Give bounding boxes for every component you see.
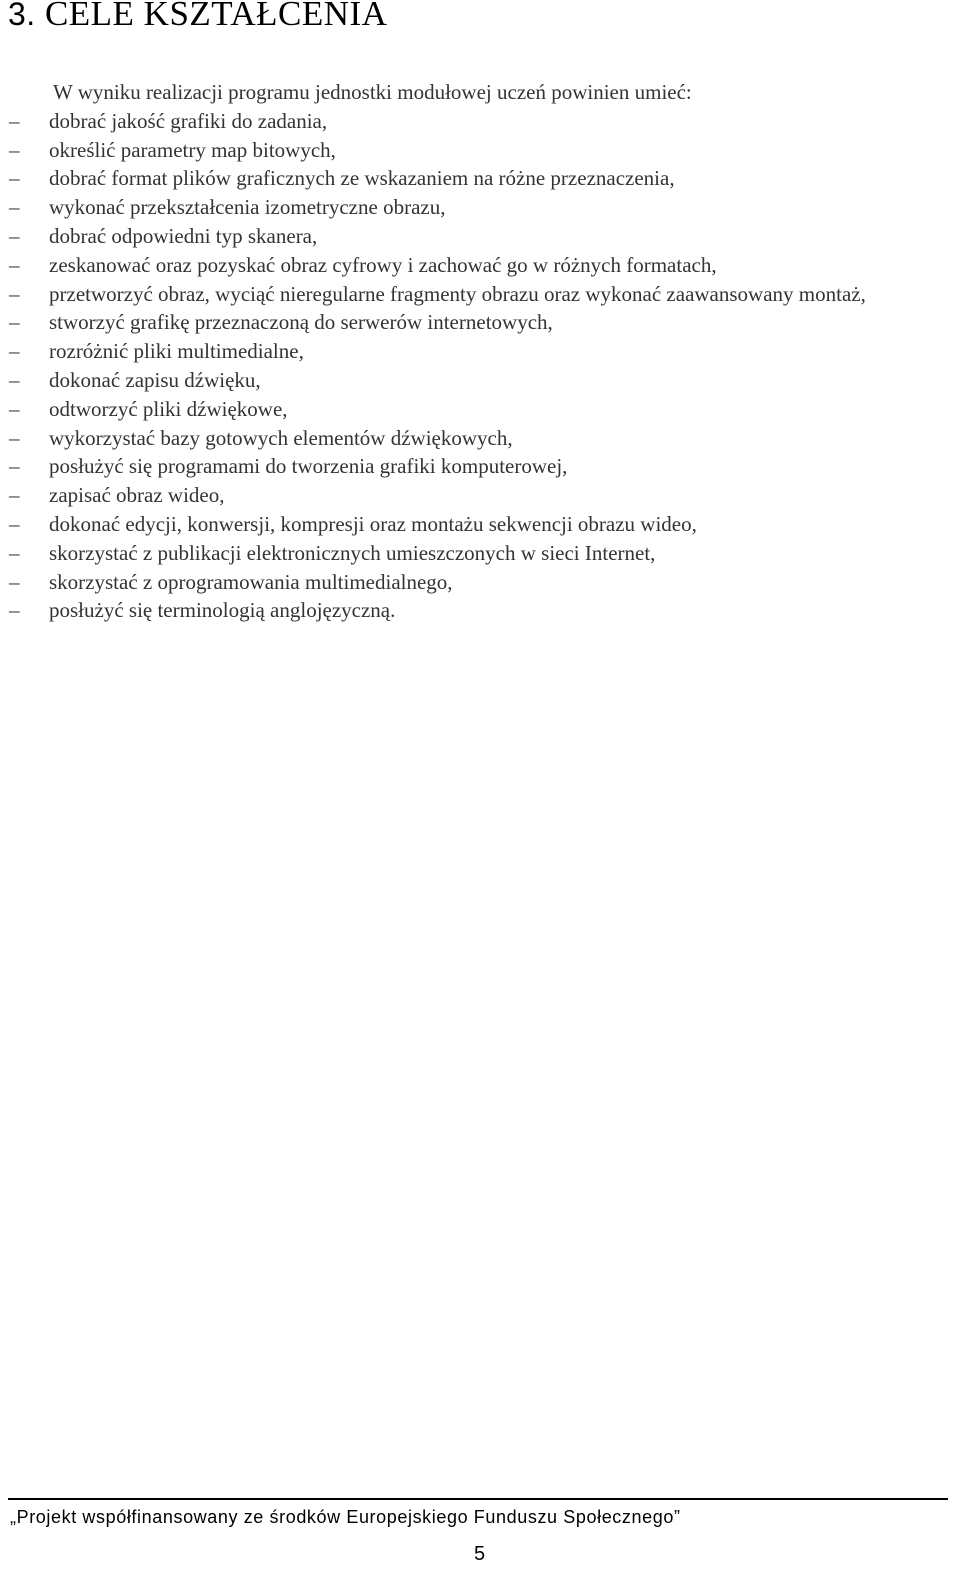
goal-text: dobrać jakość grafiki do zadania, (49, 108, 328, 133)
page-number: 5 (474, 1543, 486, 1565)
goal-text: skorzystać z oprogramowania multimedialnego, (49, 569, 453, 594)
section-heading (8, 0, 387, 34)
goal-text: wykorzystać bazy gotowych elementów dźwiękowych, (49, 425, 513, 450)
goal-item (0, 107, 960, 136)
goal-item (0, 222, 960, 251)
goal-item (0, 251, 960, 280)
goal-text: zapisać obraz wideo, (49, 483, 225, 508)
section-title: CELE KSZTAŁCENIA (44, 0, 388, 33)
goal-text: określić parametry map bitowych, (49, 137, 336, 162)
goal-item (0, 568, 960, 597)
goal-item (0, 280, 960, 309)
dash-bullet: – (9, 339, 20, 364)
goal-text: odtworzyć pliki dźwiękowe, (49, 396, 288, 421)
goal-text: dobrać odpowiedni typ skanera, (49, 223, 318, 248)
goal-item (0, 510, 960, 539)
dash-bullet: – (9, 137, 20, 162)
goal-item (0, 395, 960, 424)
goal-text: dokonać edycji, konwersji, kompresji oraz montażu sekwencji obrazu wideo, (49, 511, 697, 536)
goal-text: posłużyć się programami do tworzenia grafiki komputerowej, (49, 454, 568, 479)
goal-text: rozróżnić pliki multimedialne, (49, 339, 304, 364)
intro-paragraph: W wyniku realizacji programu jednostki modułowej uczeń powinien umieć: (53, 80, 692, 104)
goals-list (0, 107, 960, 625)
goal-item (0, 308, 960, 337)
goal-item (0, 193, 960, 222)
dash-bullet: – (9, 108, 20, 133)
goal-text: posłużyć się terminologią anglojęzyczną. (49, 598, 396, 623)
goal-item (0, 424, 960, 453)
dash-bullet: – (9, 195, 20, 220)
dash-bullet: – (9, 396, 20, 421)
goal-item (0, 164, 960, 193)
dash-bullet: – (9, 598, 20, 623)
dash-bullet: – (9, 540, 20, 565)
goal-item (0, 481, 960, 510)
goal-text: przetworzyć obraz, wyciąć nieregularne fragmenty obrazu oraz wykonać zaawansowany montaż, (49, 281, 866, 306)
goal-item (0, 366, 960, 395)
goal-item (0, 596, 960, 625)
dash-bullet: – (9, 166, 20, 191)
dash-bullet: – (9, 223, 20, 248)
dash-bullet: – (9, 511, 20, 536)
goal-text: zeskanować oraz pozyskać obraz cyfrowy i zachować go w różnych formatach, (49, 252, 717, 277)
goal-text: dokonać zapisu dźwięku, (49, 367, 261, 392)
goal-item (0, 452, 960, 481)
footer-funding-note: „Projekt współfinansowany ze środków Europejskiego Funduszu Społecznego” (10, 1507, 681, 1527)
section-number: 3. (8, 0, 36, 32)
goal-item (0, 136, 960, 165)
goal-text: wykonać przekształcenia izometryczne obrazu, (49, 195, 446, 220)
dash-bullet: – (9, 483, 20, 508)
document-body (0, 78, 960, 625)
dash-bullet: – (9, 367, 20, 392)
dash-bullet: – (9, 310, 20, 335)
dash-bullet: – (9, 425, 20, 450)
dash-bullet: – (9, 569, 20, 594)
goal-item (0, 539, 960, 568)
dash-bullet: – (9, 454, 20, 479)
footer-divider (8, 1498, 948, 1500)
dash-bullet: – (9, 252, 20, 277)
goal-text: dobrać format plików graficznych ze wskazaniem na różne przeznaczenia, (49, 166, 675, 191)
goal-text: stworzyć grafikę przeznaczoną do serwerów internetowych, (49, 310, 553, 335)
goal-text: skorzystać z publikacji elektronicznych umieszczonych w sieci Internet, (49, 540, 656, 565)
goal-item (0, 337, 960, 366)
dash-bullet: – (9, 281, 20, 306)
